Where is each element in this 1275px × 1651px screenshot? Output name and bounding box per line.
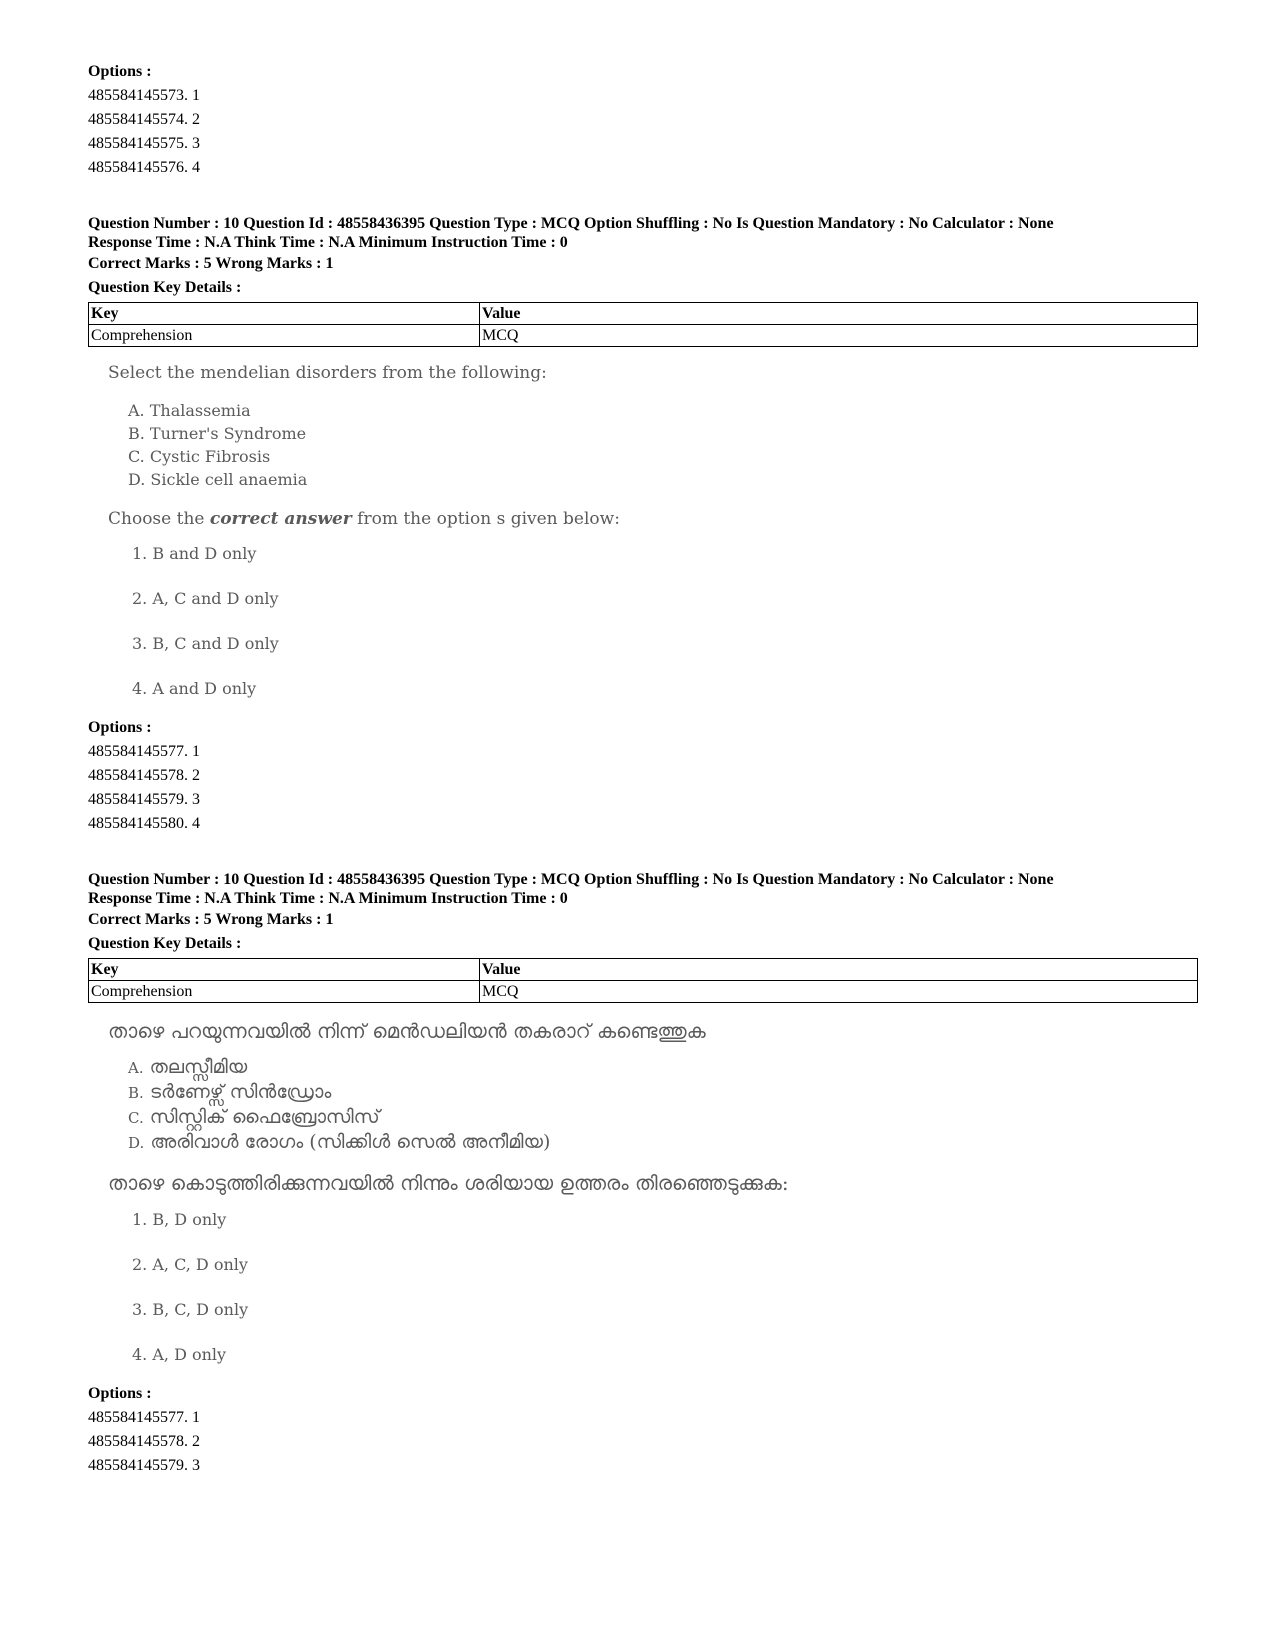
option-item: 485584145576. 4 xyxy=(88,159,200,176)
item-text: സിസ്റ്റിക് ഫൈബ്രോസിസ് xyxy=(149,1106,380,1128)
option-item: 485584145575. 3 xyxy=(88,135,200,152)
item-text: തലസ്സീമിയ xyxy=(149,1056,248,1078)
question-item xyxy=(128,1105,1198,1130)
option-item: 485584145577. 1 xyxy=(88,1409,200,1426)
table-cell-value: MCQ xyxy=(480,325,1198,347)
item-label: C. xyxy=(128,1109,144,1127)
question-item: B. Turner's Syndrome xyxy=(128,424,307,443)
choose-instruction xyxy=(108,507,1198,531)
question-prompt: Select the mendelian disorders from the following: xyxy=(108,363,547,383)
table-header-row xyxy=(89,303,1198,325)
option-item: 485584145578. 2 xyxy=(88,1433,200,1450)
item-label: A. xyxy=(128,1059,144,1077)
question-item xyxy=(128,1080,1198,1105)
table-header-value: Value xyxy=(480,303,1198,325)
option-item: 485584145577. 1 xyxy=(88,743,200,760)
key-details-table xyxy=(88,302,1198,347)
question-image-malayalam xyxy=(108,1017,1198,1374)
question-items xyxy=(128,399,1198,491)
question-prompt: താഴെ പറയുന്നവയിൽ നിന്ന് മെൻഡലിയൻ തകരാറ് കണ്ടെത്തുക xyxy=(108,1019,706,1043)
question-image-english xyxy=(108,361,1198,708)
question-header-line1: Question Number : 10 Question Id : 48558436395 Question Type : MCQ Option Shuffling : No Is Question Mandatory : No Calculator : None xyxy=(88,871,1054,888)
item-label: B. xyxy=(128,1084,144,1102)
question-item xyxy=(128,1055,1198,1080)
options-label: Options : xyxy=(88,1385,152,1402)
table-row xyxy=(89,325,1198,347)
item-text: അരിവാൾ രോഗം (സിക്കിൾ സെൽ അനീമിയ) xyxy=(150,1131,551,1153)
question-header-line1: Question Number : 10 Question Id : 48558436395 Question Type : MCQ Option Shuffling : No Is Question Mandatory : No Calculator : None xyxy=(88,215,1054,232)
options-label: Options : xyxy=(88,719,152,736)
choose-emphasis: correct answer xyxy=(209,509,352,529)
table-cell-key: Comprehension xyxy=(89,325,480,347)
question-header-line2: Response Time : N.A Think Time : N.A Minimum Instruction Time : 0 xyxy=(88,234,568,251)
marks-line: Correct Marks : 5 Wrong Marks : 1 xyxy=(88,255,334,272)
option-item: 485584145578. 2 xyxy=(88,767,200,784)
options-block-0 xyxy=(88,60,1198,180)
option-item: 485584145579. 3 xyxy=(88,791,200,808)
question-item xyxy=(128,1130,1198,1155)
choose-pre: Choose the xyxy=(108,509,210,529)
question-block-english xyxy=(88,214,1198,836)
question-item: A. Thalassemia xyxy=(128,401,251,420)
answer-choice: 1. B, D only xyxy=(132,1210,227,1229)
table-header-row xyxy=(89,959,1198,981)
table-row xyxy=(89,981,1198,1003)
option-item: 485584145573. 1 xyxy=(88,87,200,104)
option-item: 485584145574. 2 xyxy=(88,111,200,128)
key-details-label: Question Key Details : xyxy=(88,935,242,952)
table-header-key: Key xyxy=(89,959,480,981)
options-label: Options : xyxy=(88,63,152,80)
table-header-value: Value xyxy=(480,959,1198,981)
answer-choice: 4. A and D only xyxy=(132,679,257,698)
question-item: C. Cystic Fibrosis xyxy=(128,447,271,466)
table-header-key: Key xyxy=(89,303,480,325)
answer-choice: 1. B and D only xyxy=(132,544,257,563)
table-cell-value: MCQ xyxy=(480,981,1198,1003)
item-label: D. xyxy=(128,1134,145,1152)
question-item: D. Sickle cell anaemia xyxy=(128,470,308,489)
choose-instruction: താഴെ കൊടുത്തിരിക്കുന്നവയിൽ നിന്നും ശരിയായ ഉത്തരം തിരഞ്ഞെടുക്കുക: xyxy=(108,1171,789,1195)
choose-post: from the option s given below: xyxy=(351,509,620,529)
option-item: 485584145580. 4 xyxy=(88,815,200,832)
option-item: 485584145579. 3 xyxy=(88,1457,200,1474)
question-items xyxy=(128,1055,1198,1155)
question-header-line2: Response Time : N.A Think Time : N.A Minimum Instruction Time : 0 xyxy=(88,890,568,907)
document-page xyxy=(88,60,1198,1478)
item-text: ടർണേഴ്സ് സിൻഡ്രോം xyxy=(149,1081,332,1103)
table-cell-key: Comprehension xyxy=(89,981,480,1003)
answer-choice: 2. A, C and D only xyxy=(132,589,279,608)
key-details-table xyxy=(88,958,1198,1003)
marks-line: Correct Marks : 5 Wrong Marks : 1 xyxy=(88,911,334,928)
answer-choice: 2. A, C, D only xyxy=(132,1255,248,1274)
answer-choice: 3. B, C and D only xyxy=(132,634,279,653)
answer-choice: 4. A, D only xyxy=(132,1345,227,1364)
answer-choice: 3. B, C, D only xyxy=(132,1300,249,1319)
key-details-label: Question Key Details : xyxy=(88,279,242,296)
question-block-malayalam xyxy=(88,870,1198,1478)
